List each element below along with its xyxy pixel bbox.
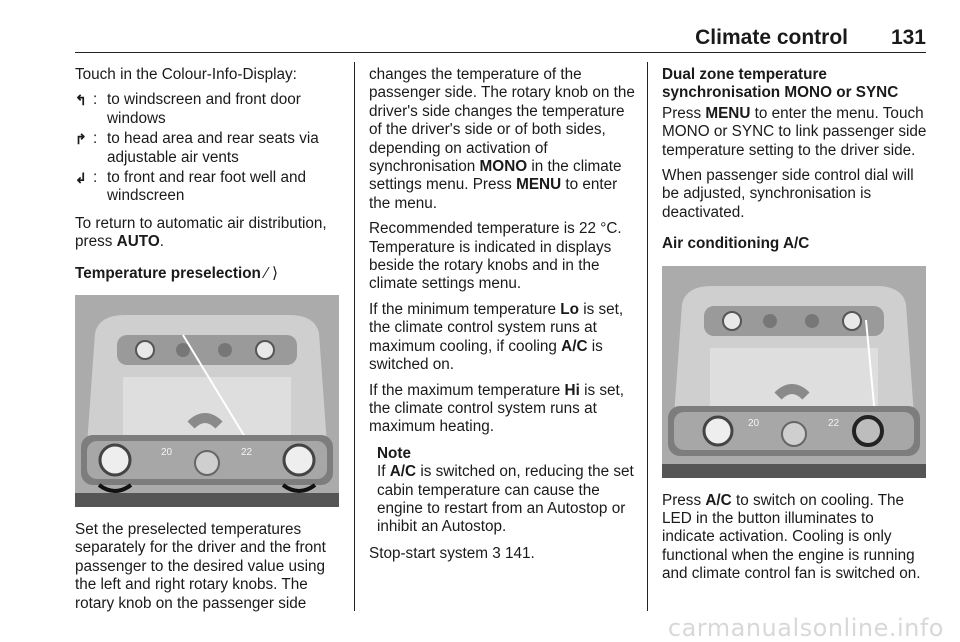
footwell-windscreen-icon: ↲ bbox=[75, 170, 87, 187]
stop-start-reference[interactable]: Stop-start system 3 141. bbox=[369, 544, 535, 562]
paragraph-mono: changes the temperature of the passenger side. The rotary knob on the driver's side changes the temperature of the driver's side or of both sides, depending on activation of synchronisation MONO in the climate settings menu. Press MENU to enter the menu. bbox=[369, 66, 635, 212]
list-item bbox=[75, 91, 341, 128]
climate-panel-figure-ac bbox=[662, 266, 926, 478]
paragraph-hi: If the maximum temperature Hi is set, the climate control system runs at maximum heating. bbox=[369, 381, 625, 436]
temperature-preselection-heading: Temperature preselection ⁄ ⟩ bbox=[75, 264, 278, 282]
header-rule bbox=[75, 52, 926, 53]
colon: : bbox=[93, 130, 98, 148]
intro-text: Touch in the Colour-Info-Display: bbox=[75, 66, 297, 83]
temp-left-display: 20 bbox=[161, 447, 173, 459]
column-divider-2 bbox=[647, 62, 648, 611]
paragraph-recommended: Recommended temperature is 22 °C. Temperature is indicated in displays beside the rotary knobs and in the climate settings menu. bbox=[369, 220, 622, 293]
list-item-text: to front and rear foot well and windscreen bbox=[107, 169, 306, 205]
page-header-title: Climate control bbox=[695, 26, 848, 49]
paragraph-lo: If the minimum temperature Lo is set, the climate control system runs at maximum cooling, if cooling A/C is switched on. bbox=[369, 300, 624, 374]
footer bbox=[0, 612, 960, 642]
list-item bbox=[75, 169, 341, 206]
climate-panel-figure-knobs bbox=[75, 295, 339, 507]
column-3 bbox=[662, 66, 928, 591]
paragraph-menu: Press MENU to enter the menu. Touch MONO or SYNC to link passenger side temperature setting to the driver side. bbox=[662, 104, 927, 159]
temperature-icon: ⁄ ⟩ bbox=[265, 264, 278, 282]
return-auto-text: To return to automatic air distribution, press AUTO. bbox=[75, 214, 327, 251]
column-divider-1 bbox=[354, 62, 355, 611]
paragraph-deactivated: When passenger side control dial will be adjusted, synchronisation is deactivated. bbox=[662, 167, 914, 221]
column-2 bbox=[369, 66, 635, 570]
air-conditioning-heading: Air conditioning A/C bbox=[662, 235, 810, 253]
colon: : bbox=[93, 169, 98, 187]
watermark: carmanualsonline.info bbox=[667, 614, 944, 642]
column-1 bbox=[75, 66, 341, 620]
temp-right-display: 22 bbox=[241, 447, 253, 459]
temp-right-display: 22 bbox=[828, 417, 840, 429]
arrow-reference-icon: 3 bbox=[492, 544, 501, 562]
windscreen-door-icon: ↰ bbox=[75, 92, 87, 109]
colon: : bbox=[93, 91, 98, 109]
note-box bbox=[377, 445, 635, 537]
note-title: Note bbox=[377, 444, 411, 462]
page-number: 131 bbox=[890, 26, 926, 49]
dual-zone-heading: Dual zone temperature synchronisation MONO or SYNC bbox=[662, 66, 899, 102]
list-item bbox=[75, 130, 341, 167]
paragraph-ac: Press A/C to switch on cooling. The LED in the button illuminates to indicate activation. Cooling is only functional when the engine is running and climate control fan is switched on. bbox=[662, 491, 921, 583]
temp-left-display: 20 bbox=[748, 417, 760, 429]
list-item-text: to windscreen and front door windows bbox=[107, 91, 301, 127]
preselect-text: Set the preselected temperatures separately for the driver and the front passenger to the desired value using the left and right rotary knobs. The rotary knob on the passenger side bbox=[75, 521, 326, 612]
note-text: If A/C is switched on, reducing the set cabin temperature can cause the engine to restart from an Autostop or inhibit an Autostop. bbox=[377, 463, 634, 536]
head-vents-icon: ↱ bbox=[75, 131, 87, 148]
list-item-text: to head area and rear seats via adjustable air vents bbox=[107, 130, 319, 166]
